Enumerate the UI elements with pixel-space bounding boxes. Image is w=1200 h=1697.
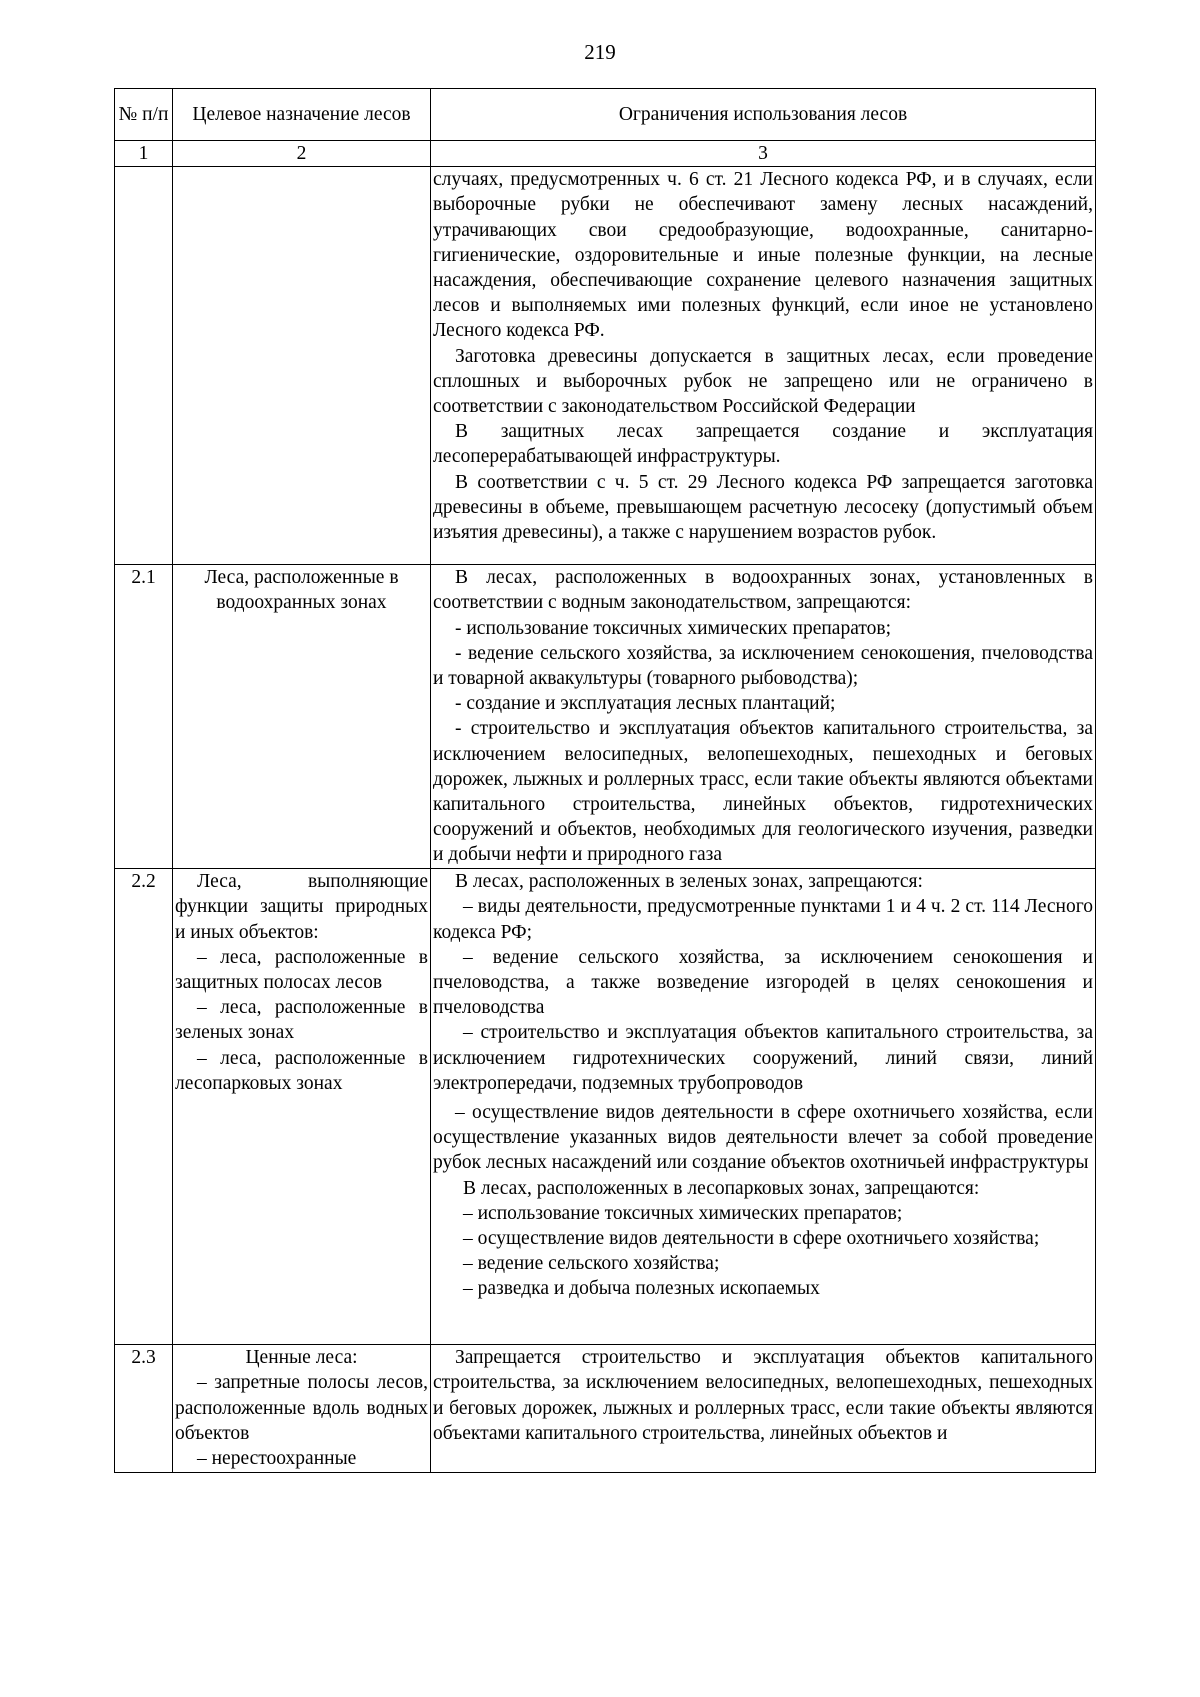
restriction-item: – ведение сельского хозяйства, за исключением сенокошения и пчеловодства, а также возведение изгородей в целях сенокошения и пчеловодства [433, 946, 1093, 1019]
restriction-paragraph: В соответствии с ч. 5 ст. 29 Лесного кодекса РФ запрещается заготовка древесины в объеме, превышающем расчетную лесосеку (допустимый объем изъятия древесины), а также с нарушением возрастов рубок. [433, 471, 1093, 544]
purpose-text: Леса, выполняющие функции защиты природных и иных объектов: [175, 871, 428, 943]
restriction-paragraph: В лесах, расположенных в лесопарковых зонах, запрещаются: [463, 1177, 980, 1199]
purpose-item: – запретные полосы лесов, расположенные вдоль водных объектов [175, 1372, 428, 1444]
row-restrictions [431, 1345, 1096, 1473]
row-restrictions [431, 565, 1096, 869]
restriction-paragraph: случаях, предусмотренных ч. 6 ст. 21 Лесного кодекса РФ, и в случаях, если выборочные рубки не обеспечивают замену лесных насаждений, утрачивающих свои средообразующие, водоохранные, санитарно-гигиенические, оздоровительные и иные полезные функции, на лесные насаждения, обеспечивающие сохранение целевого назначения защитных лесов и выполняемых ими полезных функций, если иное не установлено Лесного кодекса РФ. [433, 169, 1093, 342]
row-restrictions [431, 869, 1096, 1345]
row-purpose [173, 167, 431, 565]
purpose-text: Ценные леса: [245, 1347, 358, 1369]
table-row [115, 167, 1096, 565]
header-col-purpose: Целевое назначение лесов [173, 89, 431, 141]
row-number: 2.3 [115, 1345, 173, 1473]
restriction-item: - создание и эксплуатация лесных плантаций; [455, 693, 836, 715]
column-number-2: 2 [173, 141, 431, 167]
header-col-restrictions: Ограничения использования лесов [431, 89, 1096, 141]
row-restrictions [431, 167, 1096, 565]
restriction-paragraph: Запрещается строительство и эксплуатация объектов капитального строительства, за исключением велосипедных, велопешеходных, пешеходных и беговых дорожек, лыжных и роллерных трасс, если такие объекты являются объектами капитального строительства, линейных объектов и [433, 1347, 1093, 1444]
restriction-item: - ведение сельского хозяйства, за исключением сенокошения, пчеловодства и товарной аквакультуры (товарного рыбоводства); [433, 642, 1093, 690]
column-number-1: 1 [115, 141, 173, 167]
column-number-row [115, 141, 1096, 167]
row-purpose [173, 565, 431, 869]
restriction-item: – строительство и эксплуатация объектов капитального строительства, за исключением гидротехнических сооружений, линий связи, линий электропередачи, подземных трубопроводов [433, 1022, 1093, 1094]
purpose-item: – леса, расположенные в лесопарковых зонах [175, 1047, 428, 1094]
table-header-row [115, 89, 1096, 141]
purpose-item: – нерестоохранные [197, 1448, 357, 1470]
purpose-text: Леса, расположенные в водоохранных зонах [204, 567, 399, 614]
restriction-paragraph: В лесах, расположенных в водоохранных зонах, установленных в соответствии с водным законодательством, запрещаются: [433, 567, 1093, 614]
forest-restrictions-table [114, 88, 1096, 1473]
restriction-item: – осуществление видов деятельности в сфере охотничьего хозяйства; [463, 1228, 1040, 1250]
purpose-item: – леса, расположенные в защитных полосах лесов [175, 946, 428, 994]
restriction-item: - строительство и эксплуатация объектов капитального строительства, за исключением велосипедных, велопешеходных, пешеходных и беговых дорожек, лыжных и роллерных трасс, если такие объекты являются объектами капитального строительства, линейных объектов, гидротехнических сооружений и объектов, необходимых для геологического изучения, разведки и добычи нефти и природного газа [433, 718, 1093, 866]
restriction-paragraph: Заготовка древесины допускается в защитных лесах, если проведение сплошных и выборочных рубок не запрещено или не ограничено в соответствии с законодательством Российской Федерации [433, 345, 1093, 418]
row-purpose [173, 869, 431, 1345]
row-number: 2.1 [115, 565, 173, 869]
restriction-item: – использование токсичных химических препаратов; [463, 1202, 903, 1224]
restriction-item: - использование токсичных химических препаратов; [455, 617, 891, 639]
table-row [115, 869, 1096, 1345]
row-number [115, 167, 173, 565]
table-row [115, 565, 1096, 869]
restriction-paragraph: В защитных лесах запрещается создание и эксплуатация лесоперерабатывающей инфраструктуры. [433, 421, 1093, 468]
purpose-item: – леса, расположенные в зеленых зонах [175, 997, 428, 1044]
restriction-item: – разведка и добыча полезных ископаемых [463, 1278, 820, 1300]
restriction-item: – виды деятельности, предусмотренные пунктами 1 и 4 ч. 2 ст. 114 Лесного кодекса РФ; [433, 896, 1093, 943]
column-number-3: 3 [431, 141, 1096, 167]
header-col-number: № п/п [115, 89, 173, 141]
table-row [115, 1345, 1096, 1473]
row-number: 2.2 [115, 869, 173, 1345]
row-purpose [173, 1345, 431, 1473]
page-number: 219 [584, 40, 616, 64]
restriction-paragraph: В лесах, расположенных в зеленых зонах, запрещаются: [455, 871, 923, 893]
restriction-item: – осуществление видов деятельности в сфере охотничьего хозяйства, если осуществление указанных видов деятельности влечет за собой проведение рубок лесных насаждений или создание объектов охотничьей инфраструктуры [433, 1102, 1093, 1174]
restriction-item: – ведение сельского хозяйства; [463, 1253, 720, 1275]
